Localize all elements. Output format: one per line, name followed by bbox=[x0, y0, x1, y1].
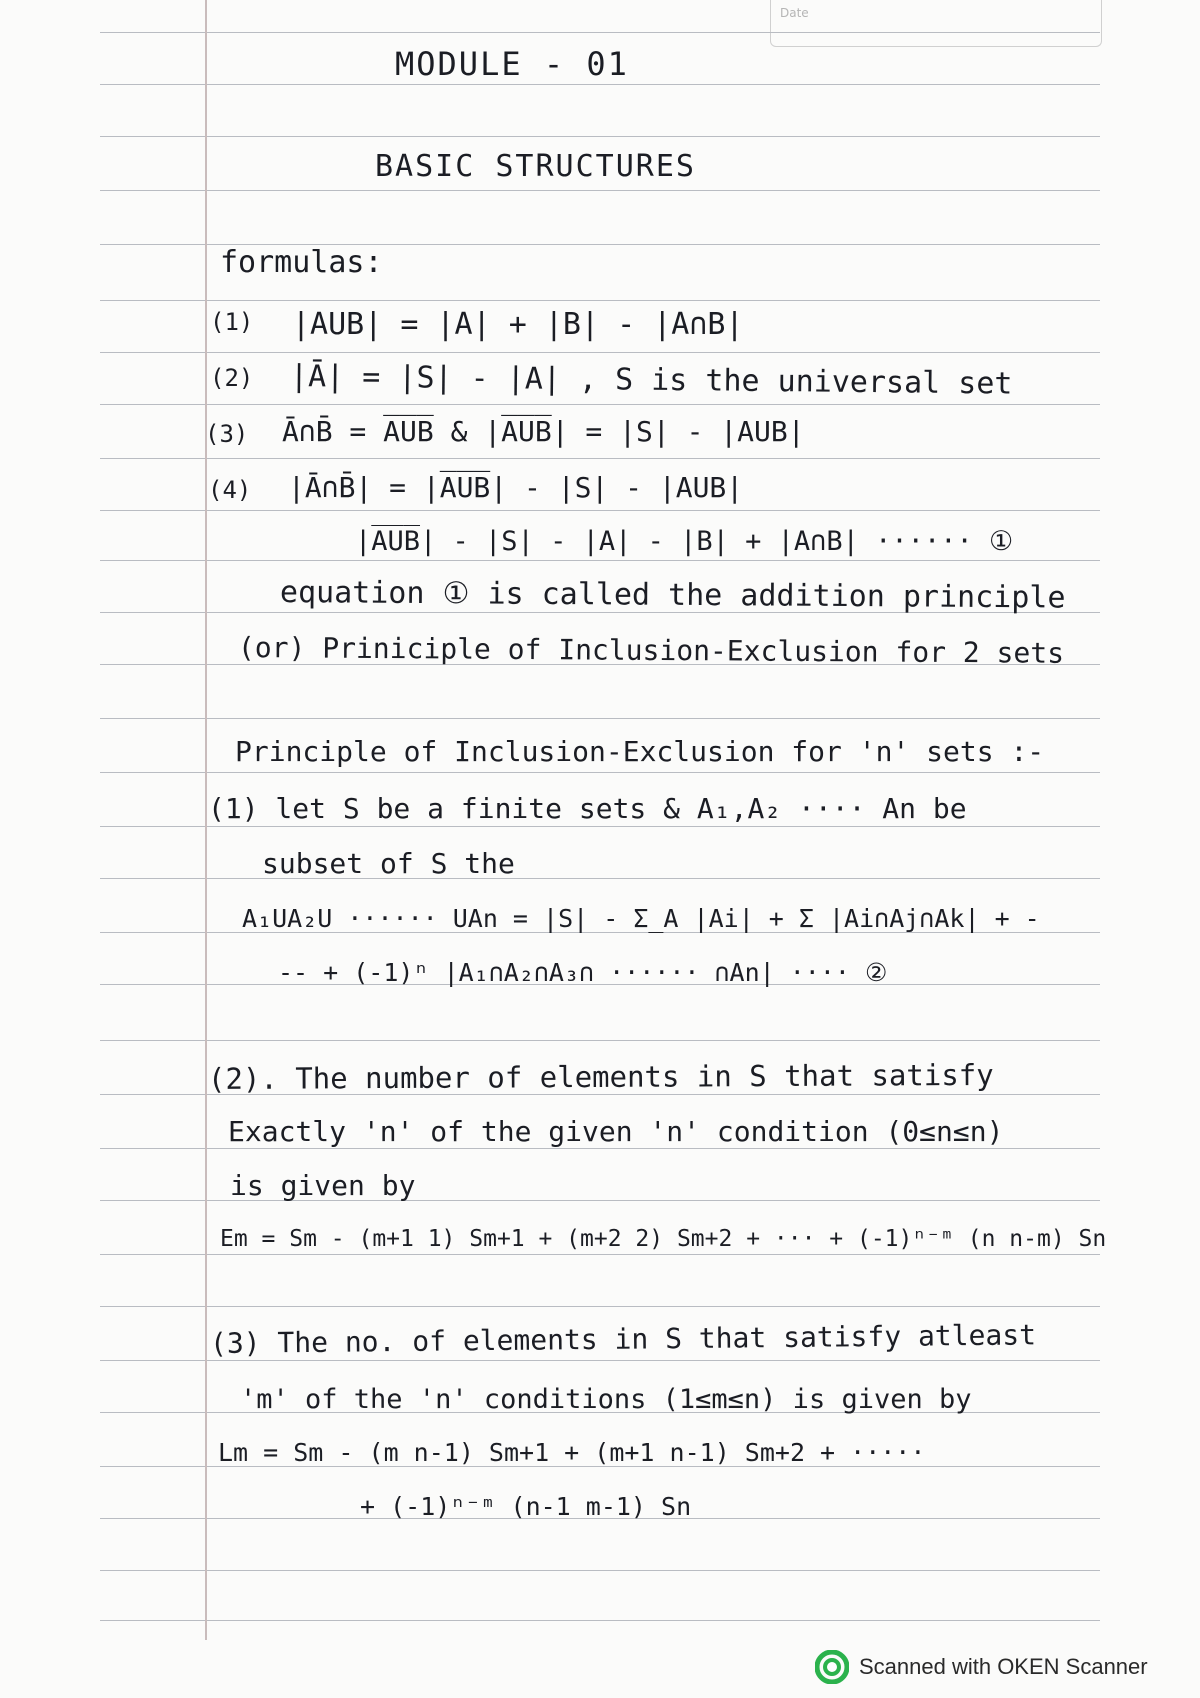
principle-2-line: Exactly 'n' of the given 'n' condition (0≤n≤n) bbox=[228, 1115, 1004, 1148]
ruled-line bbox=[100, 1306, 1100, 1307]
formulas-heading: formulas: bbox=[220, 245, 383, 280]
principle-1-formula: A₁UA₂U ······ UAn = |S| - Σ_A |Ai| + Σ |Ai∩Aj∩Ak| + - bbox=[242, 904, 1040, 933]
formula-text: |AUB| = |A| + |B| - |A∩B| bbox=[292, 307, 744, 342]
principle-3-line: 'm' of the 'n' conditions (1≤m≤n) is given by bbox=[240, 1384, 972, 1415]
equation-1: |A̅U̅B̅| - |S| - |A| - |B| + |A∩B| ······ ① bbox=[355, 526, 1014, 557]
ruled-line bbox=[100, 1620, 1100, 1621]
ruled-line bbox=[100, 718, 1100, 719]
formula-number: (4) bbox=[208, 476, 252, 504]
ruled-line bbox=[100, 32, 1100, 33]
formula-text: |Ā| = |S| - |A| , S is the universal set bbox=[289, 359, 1013, 402]
ruled-line bbox=[100, 1254, 1100, 1255]
principle-3-formula: Lm = Sm - (m n-1) Sm+1 + (m+1 n-1) Sm+2 + ····· bbox=[218, 1438, 926, 1467]
principle-1-line: subset of S the bbox=[262, 847, 515, 880]
scanner-watermark bbox=[815, 1650, 1148, 1684]
principle-3-formula: + (-1)ⁿ⁻ᵐ (n-1 m-1) Sn bbox=[360, 1492, 692, 1521]
principle-2-line: is given by bbox=[230, 1169, 416, 1202]
principle-1-line: (1) let S be a finite sets & A₁,A₂ ···· An be bbox=[208, 792, 967, 825]
date-label: Date bbox=[780, 6, 809, 20]
ruled-line bbox=[100, 300, 1100, 301]
ruled-line bbox=[100, 458, 1100, 459]
page-title: MODULE - 01 bbox=[395, 45, 629, 83]
formula-number: (2) bbox=[210, 364, 254, 392]
formula-number: (3) bbox=[205, 420, 249, 448]
ruled-line bbox=[100, 560, 1100, 561]
scanner-text: Scanned with OKEN Scanner bbox=[859, 1654, 1148, 1679]
margin-line bbox=[205, 0, 207, 1640]
ruled-line bbox=[100, 1570, 1100, 1571]
ruled-line bbox=[100, 404, 1100, 405]
equation-1-alt-name: (or) Priniciple of Inclusion-Exclusion for 2 sets bbox=[237, 631, 1065, 670]
ruled-line bbox=[100, 1360, 1100, 1361]
formula-text: |Ā∩B̄| = |A̅U̅B̅| - |S| - |AUB| bbox=[288, 471, 744, 504]
formula-number: (1) bbox=[210, 308, 254, 336]
date-box bbox=[770, 0, 1102, 47]
ruled-line bbox=[100, 826, 1100, 827]
formula-text: Ā∩B̄ = A̅U̅B̅ & |A̅U̅B̅| = |S| - |AUB| bbox=[282, 415, 805, 448]
ruled-line bbox=[100, 352, 1100, 353]
principle-3-line: (3) The no. of elements in S that satisfy atleast bbox=[209, 1318, 1037, 1360]
oken-scanner-logo-icon bbox=[815, 1650, 849, 1684]
ruled-line bbox=[100, 1148, 1100, 1149]
ruled-line bbox=[100, 190, 1100, 191]
equation-1-note: equation ① is called the addition principle bbox=[279, 575, 1066, 616]
ruled-line bbox=[100, 510, 1100, 511]
page-subtitle: BASIC STRUCTURES bbox=[375, 149, 696, 184]
ruled-line bbox=[100, 878, 1100, 879]
principle-2-line: (2). The number of elements in S that satisfy bbox=[207, 1057, 994, 1096]
ruled-line bbox=[100, 136, 1100, 137]
principle-1-formula: -- + (-1)ⁿ |A₁∩A₂∩A₃∩ ······ ∩An| ···· ② bbox=[278, 958, 888, 987]
ruled-line bbox=[100, 84, 1100, 85]
principle-heading: Principle of Inclusion-Exclusion for 'n' sets :- bbox=[235, 735, 1045, 768]
principle-2-formula: Em = Sm - (m+1 1) Sm+1 + (m+2 2) Sm+2 + ··· + (-1)ⁿ⁻ᵐ (n n-m) Sn bbox=[220, 1226, 1107, 1252]
ruled-line bbox=[100, 772, 1100, 773]
ruled-line bbox=[100, 1040, 1100, 1041]
